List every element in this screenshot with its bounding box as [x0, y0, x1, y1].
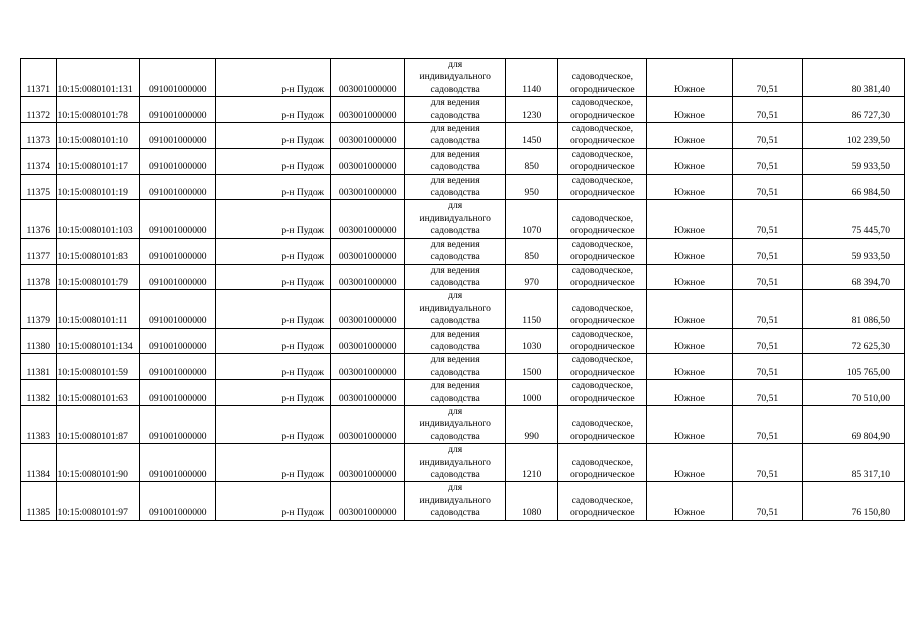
locality-code: 003001000000 [331, 328, 405, 354]
cadastral-number: 10:15:0080101:90 [56, 444, 140, 482]
permitted-use-line: для ведения [430, 174, 480, 186]
land-category [558, 354, 647, 380]
rate-value: 70,51 [732, 328, 803, 354]
okato-code: 091001000000 [140, 328, 216, 354]
permitted-use [405, 97, 506, 123]
zone-name: Южное [647, 405, 732, 443]
rate-value: 70,51 [732, 200, 803, 238]
row-number: 11376 [21, 200, 57, 238]
land-category-line: садоводческое, [571, 380, 634, 392]
rate-value: 70,51 [732, 444, 803, 482]
rate-value: 70,51 [732, 174, 803, 200]
table-row [21, 444, 905, 482]
cadastral-number: 10:15:0080101:134 [56, 328, 140, 354]
permitted-use [405, 328, 506, 354]
land-category [558, 148, 647, 174]
permitted-use-line: индивидуального [419, 456, 491, 468]
cadastral-value: 70 510,00 [803, 380, 905, 406]
permitted-use [405, 200, 506, 238]
permitted-use-line: для ведения [430, 264, 480, 276]
permitted-use [405, 354, 506, 380]
cadastral-number: 10:15:0080101:11 [56, 290, 140, 328]
land-category-line: садоводческое, [571, 148, 634, 160]
land-category-line: огородническое [569, 135, 635, 147]
row-number: 11384 [21, 444, 57, 482]
land-category [558, 482, 647, 520]
district-name: р-н Пудож [216, 380, 331, 406]
permitted-use-line: для ведения [430, 380, 480, 392]
document-page [20, 58, 905, 521]
land-category [558, 264, 647, 290]
land-category-line: огородническое [569, 366, 635, 378]
permitted-use-line: для [448, 405, 463, 417]
table-row [21, 200, 905, 238]
row-number: 11372 [21, 97, 57, 123]
land-category-line: огородническое [569, 507, 635, 519]
district-name: р-н Пудож [216, 354, 331, 380]
cadastral-number: 10:15:0080101:87 [56, 405, 140, 443]
land-category [558, 328, 647, 354]
land-parcel-table [20, 58, 905, 521]
district-name: р-н Пудож [216, 200, 331, 238]
land-category [558, 200, 647, 238]
permitted-use [405, 380, 506, 406]
cadastral-value: 85 317,10 [803, 444, 905, 482]
cadastral-number: 10:15:0080101:79 [56, 264, 140, 290]
parcel-area: 1210 [505, 444, 557, 482]
parcel-area: 850 [505, 148, 557, 174]
table-row [21, 380, 905, 406]
land-category-line: огородническое [569, 187, 635, 199]
row-number: 11374 [21, 148, 57, 174]
district-name: р-н Пудож [216, 174, 331, 200]
rate-value: 70,51 [732, 405, 803, 443]
land-category-line: садоводческое, [571, 238, 634, 250]
cadastral-value: 66 984,50 [803, 174, 905, 200]
cadastral-number: 10:15:0080101:63 [56, 380, 140, 406]
permitted-use-line: садоводства [430, 161, 480, 173]
okato-code: 091001000000 [140, 405, 216, 443]
permitted-use [405, 290, 506, 328]
cadastral-value: 72 625,30 [803, 328, 905, 354]
zone-name: Южное [647, 238, 732, 264]
row-number: 11375 [21, 174, 57, 200]
cadastral-value: 105 765,00 [803, 354, 905, 380]
permitted-use-line: индивидуального [419, 418, 491, 430]
rate-value: 70,51 [732, 290, 803, 328]
land-category-line: огородническое [569, 469, 635, 480]
land-category [558, 123, 647, 149]
row-number: 11382 [21, 380, 57, 406]
cadastral-number: 10:15:0080101:10 [56, 123, 140, 149]
permitted-use-line: садоводства [430, 340, 480, 352]
zone-name: Южное [647, 354, 732, 380]
land-category [558, 444, 647, 482]
table-body [21, 59, 905, 521]
district-name: р-н Пудож [216, 405, 331, 443]
parcel-area: 1230 [505, 97, 557, 123]
rate-value: 70,51 [732, 264, 803, 290]
land-category [558, 174, 647, 200]
cadastral-value: 68 394,70 [803, 264, 905, 290]
district-name: р-н Пудож [216, 148, 331, 174]
row-number: 11383 [21, 405, 57, 443]
okato-code: 091001000000 [140, 482, 216, 520]
rate-value: 70,51 [732, 97, 803, 123]
row-number: 11380 [21, 328, 57, 354]
permitted-use [405, 238, 506, 264]
district-name: р-н Пудож [216, 444, 331, 482]
table-row [21, 264, 905, 290]
row-number: 11373 [21, 123, 57, 149]
table-row [21, 405, 905, 443]
row-number: 11378 [21, 264, 57, 290]
okato-code: 091001000000 [140, 174, 216, 200]
land-category-line: садоводческое, [571, 456, 634, 468]
locality-code: 003001000000 [331, 123, 405, 149]
okato-code: 091001000000 [140, 97, 216, 123]
permitted-use-line: садоводства [430, 469, 480, 480]
cadastral-value: 80 381,40 [803, 59, 905, 97]
parcel-area: 850 [505, 238, 557, 264]
permitted-use-line: индивидуального [419, 71, 491, 83]
table-row [21, 97, 905, 123]
cadastral-number: 10:15:0080101:103 [56, 200, 140, 238]
land-category-line: садоводческое, [571, 264, 634, 276]
permitted-use-line: садоводства [430, 507, 480, 519]
zone-name: Южное [647, 380, 732, 406]
parcel-area: 1070 [505, 200, 557, 238]
cadastral-number: 10:15:0080101:19 [56, 174, 140, 200]
land-category [558, 405, 647, 443]
district-name: р-н Пудож [216, 264, 331, 290]
land-category [558, 380, 647, 406]
okato-code: 091001000000 [140, 200, 216, 238]
table-row [21, 238, 905, 264]
cadastral-number: 10:15:0080101:78 [56, 97, 140, 123]
cadastral-value: 59 933,50 [803, 148, 905, 174]
permitted-use-line: для [448, 290, 463, 302]
table-row [21, 148, 905, 174]
okato-code: 091001000000 [140, 264, 216, 290]
land-category-line: огородническое [569, 109, 635, 121]
cadastral-value: 69 804,90 [803, 405, 905, 443]
permitted-use-line: для ведения [430, 148, 480, 160]
land-category-line: огородническое [569, 161, 635, 173]
permitted-use [405, 482, 506, 520]
parcel-area: 1000 [505, 380, 557, 406]
locality-code: 003001000000 [331, 264, 405, 290]
land-category-line: огородническое [569, 430, 635, 442]
rate-value: 70,51 [732, 238, 803, 264]
land-category-line: огородническое [569, 392, 635, 404]
district-name: р-н Пудож [216, 123, 331, 149]
table-row [21, 290, 905, 328]
row-number: 11379 [21, 290, 57, 328]
zone-name: Южное [647, 200, 732, 238]
rate-value: 70,51 [732, 148, 803, 174]
table-row [21, 123, 905, 149]
permitted-use-line: садоводства [430, 430, 480, 442]
district-name: р-н Пудож [216, 482, 331, 520]
row-number: 11371 [21, 59, 57, 97]
parcel-area: 1140 [505, 59, 557, 97]
zone-name: Южное [647, 97, 732, 123]
land-category-line: огородническое [569, 340, 635, 352]
permitted-use-line: садоводства [430, 135, 480, 147]
cadastral-number: 10:15:0080101:17 [56, 148, 140, 174]
zone-name: Южное [647, 482, 732, 520]
okato-code: 091001000000 [140, 148, 216, 174]
table-row [21, 174, 905, 200]
okato-code: 091001000000 [140, 290, 216, 328]
district-name: р-н Пудож [216, 328, 331, 354]
land-category-line: огородническое [569, 225, 635, 237]
rate-value: 70,51 [732, 482, 803, 520]
cadastral-number: 10:15:0080101:83 [56, 238, 140, 264]
okato-code: 091001000000 [140, 354, 216, 380]
zone-name: Южное [647, 328, 732, 354]
permitted-use-line: индивидуального [419, 212, 491, 224]
permitted-use-line: садоводства [430, 276, 480, 288]
row-number: 11381 [21, 354, 57, 380]
parcel-area: 1150 [505, 290, 557, 328]
rate-value: 70,51 [732, 59, 803, 97]
zone-name: Южное [647, 174, 732, 200]
land-category-line: огородническое [569, 315, 635, 327]
locality-code: 003001000000 [331, 238, 405, 264]
permitted-use-line: садоводства [430, 251, 480, 263]
cadastral-value: 59 933,50 [803, 238, 905, 264]
table-row [21, 354, 905, 380]
permitted-use-line: для [448, 200, 463, 212]
permitted-use-line: индивидуального [419, 302, 491, 314]
permitted-use-line: для [448, 444, 463, 456]
land-category-line: садоводческое, [571, 418, 634, 430]
parcel-area: 1080 [505, 482, 557, 520]
locality-code: 003001000000 [331, 148, 405, 174]
okato-code: 091001000000 [140, 59, 216, 97]
okato-code: 091001000000 [140, 123, 216, 149]
district-name: р-н Пудож [216, 290, 331, 328]
land-category-line: садоводческое, [571, 328, 634, 340]
parcel-area: 990 [505, 405, 557, 443]
locality-code: 003001000000 [331, 174, 405, 200]
permitted-use-line: для [448, 482, 463, 494]
land-category [558, 97, 647, 123]
permitted-use [405, 444, 506, 482]
locality-code: 003001000000 [331, 200, 405, 238]
land-category-line: садоводческое, [571, 494, 634, 506]
cadastral-value: 76 150,80 [803, 482, 905, 520]
land-category-line: садоводческое, [571, 212, 634, 224]
permitted-use [405, 59, 506, 97]
okato-code: 091001000000 [140, 238, 216, 264]
row-number: 11385 [21, 482, 57, 520]
permitted-use [405, 264, 506, 290]
land-category-line: огородническое [569, 276, 635, 288]
rate-value: 70,51 [732, 123, 803, 149]
zone-name: Южное [647, 444, 732, 482]
permitted-use-line: для ведения [430, 238, 480, 250]
land-category-line: огородническое [569, 83, 635, 95]
permitted-use-line: садоводства [430, 315, 480, 327]
permitted-use-line: для ведения [430, 123, 480, 135]
permitted-use-line: для [448, 59, 463, 70]
parcel-area: 1030 [505, 328, 557, 354]
rate-value: 70,51 [732, 354, 803, 380]
land-category [558, 238, 647, 264]
zone-name: Южное [647, 123, 732, 149]
okato-code: 091001000000 [140, 444, 216, 482]
zone-name: Южное [647, 290, 732, 328]
permitted-use-line: садоводства [430, 109, 480, 121]
land-category-line: садоводческое, [571, 174, 634, 186]
row-number: 11377 [21, 238, 57, 264]
permitted-use-line: садоводства [430, 392, 480, 404]
district-name: р-н Пудож [216, 97, 331, 123]
locality-code: 003001000000 [331, 59, 405, 97]
zone-name: Южное [647, 264, 732, 290]
district-name: р-н Пудож [216, 59, 331, 97]
locality-code: 003001000000 [331, 290, 405, 328]
zone-name: Южное [647, 59, 732, 97]
land-category [558, 59, 647, 97]
permitted-use-line: садоводства [430, 83, 480, 95]
parcel-area: 1500 [505, 354, 557, 380]
land-category-line: огородническое [569, 251, 635, 263]
cadastral-value: 75 445,70 [803, 200, 905, 238]
locality-code: 003001000000 [331, 354, 405, 380]
land-category [558, 290, 647, 328]
permitted-use-line: индивидуального [419, 494, 491, 506]
cadastral-value: 102 239,50 [803, 123, 905, 149]
parcel-area: 970 [505, 264, 557, 290]
rate-value: 70,51 [732, 380, 803, 406]
cadastral-value: 86 727,30 [803, 97, 905, 123]
land-category-line: садоводческое, [571, 123, 634, 135]
permitted-use-line: садоводства [430, 187, 480, 199]
locality-code: 003001000000 [331, 405, 405, 443]
district-name: р-н Пудож [216, 238, 331, 264]
cadastral-number: 10:15:0080101:59 [56, 354, 140, 380]
locality-code: 003001000000 [331, 97, 405, 123]
cadastral-number: 10:15:0080101:97 [56, 482, 140, 520]
table-row [21, 482, 905, 520]
permitted-use [405, 123, 506, 149]
land-category-line: садоводческое, [571, 97, 634, 109]
parcel-area: 950 [505, 174, 557, 200]
locality-code: 003001000000 [331, 380, 405, 406]
zone-name: Южное [647, 148, 732, 174]
permitted-use-line: для ведения [430, 97, 480, 109]
cadastral-number: 10:15:0080101:131 [56, 59, 140, 97]
land-category-line: садоводческое, [571, 354, 634, 366]
locality-code: 003001000000 [331, 444, 405, 482]
permitted-use-line: для ведения [430, 328, 480, 340]
land-category-line: садоводческое, [571, 302, 634, 314]
permitted-use [405, 174, 506, 200]
parcel-area: 1450 [505, 123, 557, 149]
permitted-use [405, 405, 506, 443]
land-category-line: садоводческое, [571, 71, 634, 83]
locality-code: 003001000000 [331, 482, 405, 520]
table-row [21, 328, 905, 354]
okato-code: 091001000000 [140, 380, 216, 406]
permitted-use-line: для ведения [430, 354, 480, 366]
cadastral-value: 81 086,50 [803, 290, 905, 328]
permitted-use-line: садоводства [430, 366, 480, 378]
table-row [21, 59, 905, 97]
permitted-use [405, 148, 506, 174]
permitted-use-line: садоводства [430, 225, 480, 237]
